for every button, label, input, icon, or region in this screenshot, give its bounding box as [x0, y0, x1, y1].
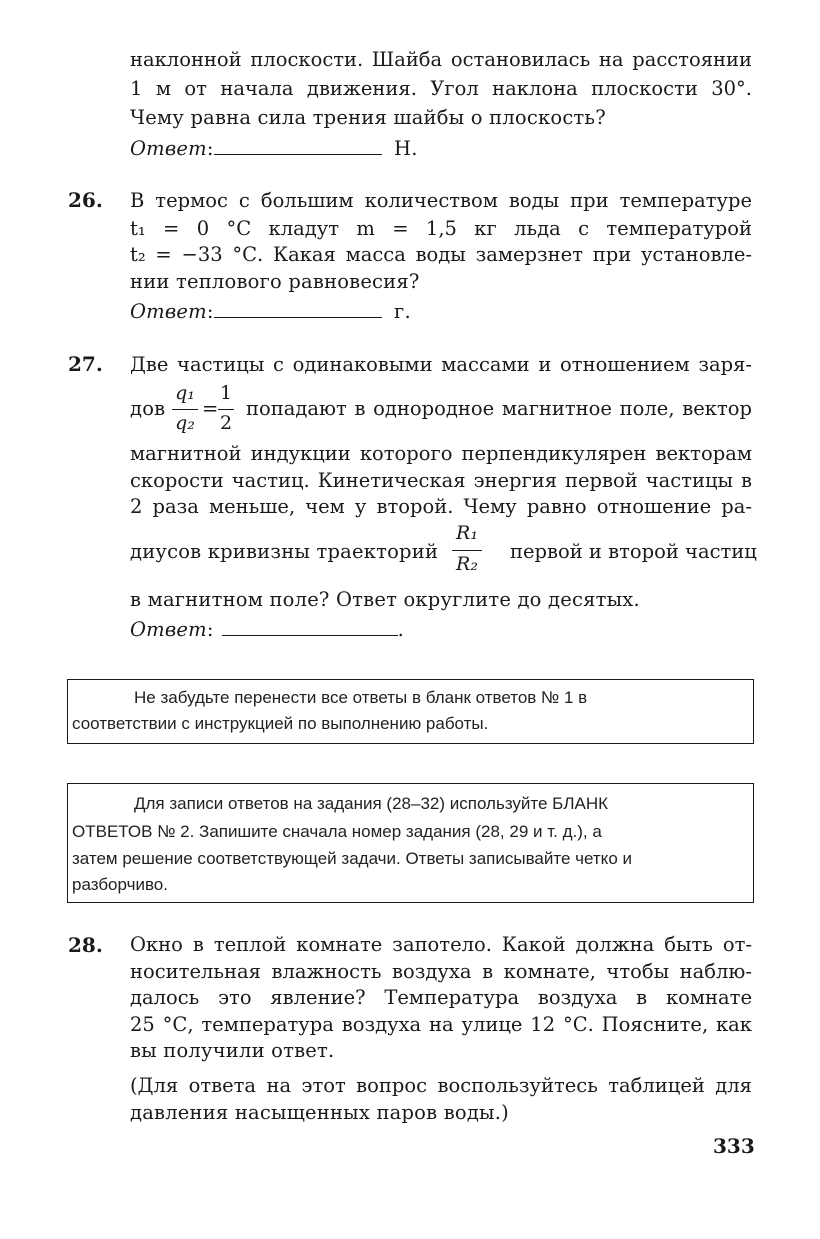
question-number-26: 26.: [68, 188, 103, 212]
fraction-denominator: 2: [219, 412, 233, 434]
q25-line-2: 1 м от начала движения. Угол наклона плоскости 30°.: [130, 77, 752, 100]
notice-line-1: Не забудьте перенести все ответы в бланк ответов № 1 в: [134, 688, 588, 707]
fraction-q1-q2: [172, 382, 198, 438]
fraction-numerator: R₁: [456, 522, 478, 544]
q28-note-line-1: (Для ответа на этот вопрос воспользуйтесь таблицей для: [130, 1074, 752, 1097]
answer-blank[interactable]: [214, 301, 382, 318]
q27-line-6-prefix: диусов кривизны траекторий: [130, 540, 439, 563]
answer-unit: Н.: [394, 137, 418, 160]
fraction-numerator: 1: [219, 382, 233, 404]
q27-line-6-suffix: первой и второй частиц: [510, 540, 757, 563]
question-number-28: 28.: [68, 933, 103, 957]
q27-line-2-prefix: дов: [130, 397, 166, 420]
q26-line-2: t₁ = 0 °С кладут m = 1,5 кг льда с температурой: [130, 217, 752, 240]
q26-line-4: нии теплового равновесия?: [130, 270, 420, 293]
notice-line-2: ОТВЕТОВ № 2. Запишите сначала номер задания (28, 29 и т. д.), а: [72, 822, 602, 841]
q26-answer-row: [130, 300, 411, 323]
notice-transfer-answers: [67, 679, 754, 744]
fraction-bar: [172, 409, 198, 410]
answer-colon: :: [206, 300, 214, 323]
fraction-bar: [452, 550, 482, 551]
q28-line-3: далось это явление? Температура воздуха в комнате: [130, 986, 752, 1009]
fraction-numerator: q₁: [175, 382, 195, 404]
q28-line-1: Окно в теплой комнате запотело. Какой должна быть от-: [130, 933, 752, 956]
q28-note-line-2: давления насыщенных паров воды.): [130, 1101, 509, 1124]
q25-line-3: Чему равна сила трения шайбы о плоскость?: [130, 106, 606, 129]
answer-label: Ответ: [130, 137, 207, 160]
q27-line-7: в магнитном поле? Ответ округлите до десятых.: [130, 588, 640, 611]
answer-unit: .: [397, 618, 405, 641]
q27-line-4: скорости частиц. Кинетическая энергия первой частицы в: [130, 469, 752, 492]
page-number: 333: [713, 1134, 755, 1158]
answer-label: Ответ: [130, 618, 207, 641]
q25-line-1: наклонной плоскости. Шайба остановилась на расстоянии: [130, 48, 752, 71]
q27-line-3: магнитной индукции которого перпендикулярен векторам: [130, 442, 752, 465]
answer-label: Ответ: [130, 300, 207, 323]
notice-line-4: разборчиво.: [72, 875, 168, 894]
q28-line-4: 25 °С, температура воздуха на улице 12 °С. Поясните, как: [130, 1013, 752, 1036]
q26-line-3: t₂ = −33 °С. Какая масса воды замерзнет при установле-: [130, 243, 752, 266]
answer-blank[interactable]: [214, 138, 382, 155]
q26-line-1: В термос с большим количеством воды при температуре: [130, 189, 752, 212]
q27-answer-row: [130, 618, 404, 641]
notice-line-1: Для записи ответов на задания (28–32) используйте БЛАНК: [134, 794, 609, 813]
q28-line-2: носительная влажность воздуха в комнате, чтобы наблю-: [130, 960, 752, 983]
q27-line-1: Две частицы с одинаковыми массами и отношением заря-: [130, 353, 752, 376]
question-number-27: 27.: [68, 352, 103, 376]
q27-line-2-suffix: попадают в однородное магнитное поле, вектор: [246, 397, 752, 420]
answer-blank[interactable]: [222, 619, 398, 636]
fraction-one-half: [218, 382, 234, 438]
notice-answer-form-2: [67, 783, 754, 903]
answer-colon: :: [206, 618, 214, 641]
answer-unit: г.: [394, 300, 411, 323]
q28-line-5: вы получили ответ.: [130, 1039, 335, 1062]
answer-colon: :: [206, 137, 214, 160]
notice-line-3: затем решение соответствующей задачи. Ответы записывайте четко и: [72, 849, 632, 868]
q27-line-5: 2 раза меньше, чем у второй. Чему равно отношение ра-: [130, 495, 752, 518]
fraction-denominator: q₂: [175, 412, 195, 434]
fraction-r1-r2: [452, 522, 482, 580]
fraction-bar: [218, 409, 234, 410]
equals-sign: =: [202, 397, 219, 420]
notice-line-2: соответствии с инструкцией по выполнению работы.: [72, 714, 489, 733]
q25-answer-row: [130, 137, 418, 160]
fraction-denominator: R₂: [456, 553, 478, 575]
